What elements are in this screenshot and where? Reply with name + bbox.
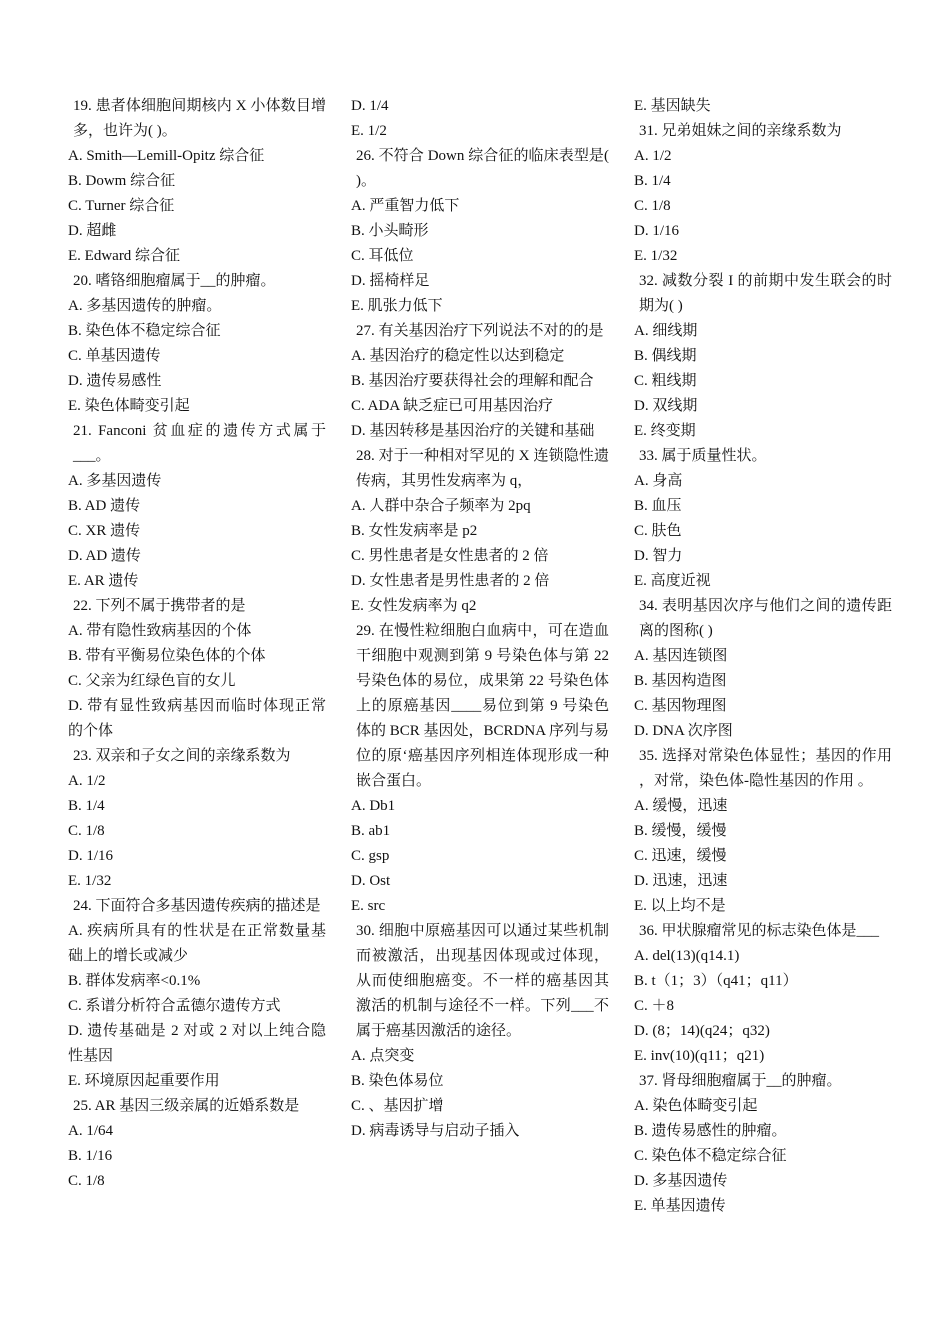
question-text: 25. AR 基因三级亲属的近婚系数是 (73, 1098, 300, 1114)
answer-option: E. 基因缺失 (634, 98, 711, 114)
answer-option: C. 耳低位 (351, 248, 414, 264)
answer-option: A. Smith—Lemill-Opitz 综合征 (68, 148, 265, 164)
answer-option: E. 以上均不是 (634, 898, 726, 914)
wrapped-option: D. 带有显性致病基因而临时体现正常的个体 (68, 698, 326, 739)
question-text: 28. 对于一种相对罕见的 X 连锁隐性遗传病，其男性发病率为 q， (356, 448, 609, 489)
answer-option: A. 染色体畸变引起 (634, 1098, 758, 1114)
answer-option: E. 终变期 (634, 423, 696, 439)
column-right (634, 94, 892, 1219)
question-text: 21. Fanconi 贫血症的遗传方式属于___。 (73, 423, 326, 464)
answer-option: C. ADA 缺乏症已可用基因治疗 (351, 398, 554, 414)
answer-option: D. 多基因遗传 (634, 1173, 728, 1189)
question-text: 32. 减数分裂 I 的前期中发生联会的时期为( ) (639, 273, 892, 314)
question-text: 23. 双亲和子女之间的亲缘系数为 (73, 748, 291, 764)
question-text: 29. 在慢性粒细胞白血病中，可在造血干细胞中观测到第 9 号染色体与第 22 号染色体的易位，成果第 22 号染色体上的原癌基因____易位到第 9 号染色体的 BCR 基因处，BCRDNA 序列与易位的原‘癌基因序列相连体现形成一种嵌合蛋白。 (356, 623, 609, 789)
answer-option: D. 1/16 (634, 223, 679, 239)
answer-option: C. ＋8 (634, 998, 675, 1014)
answer-option: B. 偶线期 (634, 348, 697, 364)
question-text: 24. 下面符合多基因遗传疾病的描述是 (73, 898, 321, 914)
answer-option: C. 1/8 (68, 823, 105, 839)
answer-option: B. 基因构造图 (634, 673, 727, 689)
answer-option: C. gsp (351, 848, 390, 864)
answer-option: C. 1/8 (68, 1173, 105, 1189)
answer-option: D. (8；14)(q24；q32) (634, 1023, 770, 1039)
answer-option: A. 细线期 (634, 323, 698, 339)
wrapped-option: D. 基因转移是基因治疗的关键和基础 (351, 423, 595, 439)
wrapped-option: A. 疾病所具有的性状是在正常数量基础上的增长或减少 (68, 923, 326, 964)
answer-option: E. inv(10)(q11；q21) (634, 1048, 765, 1064)
answer-option: A. 基因连锁图 (634, 648, 728, 664)
answer-option: C. 男性患者是女性患者的 2 倍 (351, 548, 549, 564)
answer-option: E. 肌张力低下 (351, 298, 443, 314)
answer-option: A. del(13)(q14.1) (634, 948, 740, 964)
answer-option: D. 1/4 (351, 98, 389, 114)
answer-option: D. 迅速，迅速 (634, 873, 728, 889)
answer-option: E. src (351, 898, 386, 914)
answer-option: B. 1/16 (68, 1148, 113, 1164)
question-text: 37. 肾母细胞瘤属于__的肿瘤。 (639, 1073, 842, 1089)
answer-option: D. 病毒诱导与启动子插入 (351, 1123, 520, 1139)
answer-option: E. 1/32 (68, 873, 112, 889)
answer-option: C. 肤色 (634, 523, 682, 539)
answer-option: C. 基因物理图 (634, 698, 727, 714)
answer-option: B. 染色体不稳定综合征 (68, 323, 221, 339)
question-text: 33. 属于质量性状。 (639, 448, 767, 464)
answer-option: A. 带有隐性致病基因的个体 (68, 623, 252, 639)
wrapped-option: D. 遗传基础是 2 对或 2 对以上纯合隐性基因 (68, 1023, 326, 1064)
answer-option: A. 缓慢，迅速 (634, 798, 728, 814)
answer-option: A. 严重智力低下 (351, 198, 460, 214)
answer-option: D. 双线期 (634, 398, 698, 414)
answer-option: C. 1/8 (634, 198, 671, 214)
question-text: 22. 下列不属于携带者的是 (73, 598, 246, 614)
column-middle (351, 94, 609, 1144)
answer-option: D. 摇椅样足 (351, 273, 430, 289)
answer-option: A. 1/64 (68, 1123, 113, 1139)
answer-option: A. 多基因遗传的肿瘤。 (68, 298, 222, 314)
answer-option: E. 1/2 (351, 123, 387, 139)
answer-option: D. 1/16 (68, 848, 113, 864)
answer-option: B. 女性发病率是 p2 (351, 523, 478, 539)
answer-option: D. 超雌 (68, 223, 117, 239)
answer-option: E. Edward 综合征 (68, 248, 181, 264)
answer-option: A. 基因治疗的稳定性以达到稳定 (351, 348, 565, 364)
answer-option: C. 父亲为红绿色盲的女儿 (68, 673, 236, 689)
answer-option: B. ab1 (351, 823, 391, 839)
answer-option: C. XR 遗传 (68, 523, 141, 539)
answer-option: E. AR 遗传 (68, 573, 139, 589)
question-text: 20. 嗜铬细胞瘤属于__的肿瘤。 (73, 273, 276, 289)
answer-option: B. 染色体易位 (351, 1073, 444, 1089)
column-left (68, 94, 326, 1194)
answer-option: A. 人群中杂合子频率为 2pq (351, 498, 531, 514)
answer-option: B. Dowm 综合征 (68, 173, 176, 189)
wrapped-option: B. 基因治疗要获得社会的理解和配合 (351, 373, 594, 389)
answer-option: E. 女性发病率为 q2 (351, 598, 477, 614)
question-text: 30. 细胞中原癌基因可以通过某些机制而被激活，出现基因体现或过体现，从而使细胞癌变。不一样的癌基因其激活的机制与途径不一样。下列___不属于癌基因激活的途径。 (356, 923, 609, 1039)
question-text: 36. 甲状腺瘤常见的标志染色体是___ (639, 923, 880, 939)
answer-option: D. AD 遗传 (68, 548, 141, 564)
answer-option: B. 带有平衡易位染色体的个体 (68, 648, 266, 664)
answer-option: A. 1/2 (68, 773, 106, 789)
answer-option: A. 点突变 (351, 1048, 415, 1064)
answer-option: C. 、基因扩增 (351, 1098, 444, 1114)
answer-option: E. 环境原因起重要作用 (68, 1073, 220, 1089)
answer-option: A. 身高 (634, 473, 683, 489)
answer-option: A. 多基因遗传 (68, 473, 162, 489)
answer-option: A. 1/2 (634, 148, 672, 164)
answer-option: C. 染色体不稳定综合征 (634, 1148, 787, 1164)
answer-option: D. 遗传易感性 (68, 373, 162, 389)
answer-option: B. 群体发病率<0.1% (68, 973, 201, 989)
answer-option: B. 缓慢，缓慢 (634, 823, 727, 839)
answer-option: D. 女性患者是男性患者的 2 倍 (351, 573, 550, 589)
answer-option: E. 高度近视 (634, 573, 711, 589)
question-text: 34. 表明基因次序与他们之间的遗传距离的图称( ) (639, 598, 892, 639)
answer-option: D. 智力 (634, 548, 683, 564)
question-text: 26. 不符合 Down 综合征的临床表型是( )。 (356, 148, 609, 189)
question-text: 31. 兄弟姐妹之间的亲缘系数为 (639, 123, 842, 139)
answer-option: B. 小头畸形 (351, 223, 429, 239)
answer-option: B. 1/4 (68, 798, 105, 814)
answer-option: E. 染色体畸变引起 (68, 398, 190, 414)
answer-option: B. t（1；3）（q41；q11） (634, 973, 798, 989)
answer-option: B. 遗传易感性的肿瘤。 (634, 1123, 787, 1139)
answer-option: B. 血压 (634, 498, 682, 514)
answer-option: D. Ost (351, 873, 391, 889)
answer-option: A. Db1 (351, 798, 396, 814)
answer-option: C. 粗线期 (634, 373, 697, 389)
answer-option: C. 系谱分析符合孟德尔遗传方式 (68, 998, 281, 1014)
question-text: 35. 选择对常染色体显性；基因的作用 ，对常，染色体-隐性基因的作用 。 (639, 748, 892, 789)
answer-option: B. AD 遗传 (68, 498, 141, 514)
answer-option: D. DNA 次序图 (634, 723, 733, 739)
answer-option: C. 迅速，缓慢 (634, 848, 727, 864)
answer-option: C. Turner 综合征 (68, 198, 175, 214)
answer-option: C. 单基因遗传 (68, 348, 161, 364)
answer-option: E. 单基因遗传 (634, 1198, 726, 1214)
question-text: 27. 有关基因治疗下列说法不对的的是 (356, 323, 604, 339)
answer-option: B. 1/4 (634, 173, 671, 189)
question-text: 19. 患者体细胞间期核内 X 小体数目增多，也许为( )。 (73, 98, 326, 139)
answer-option: E. 1/32 (634, 248, 678, 264)
